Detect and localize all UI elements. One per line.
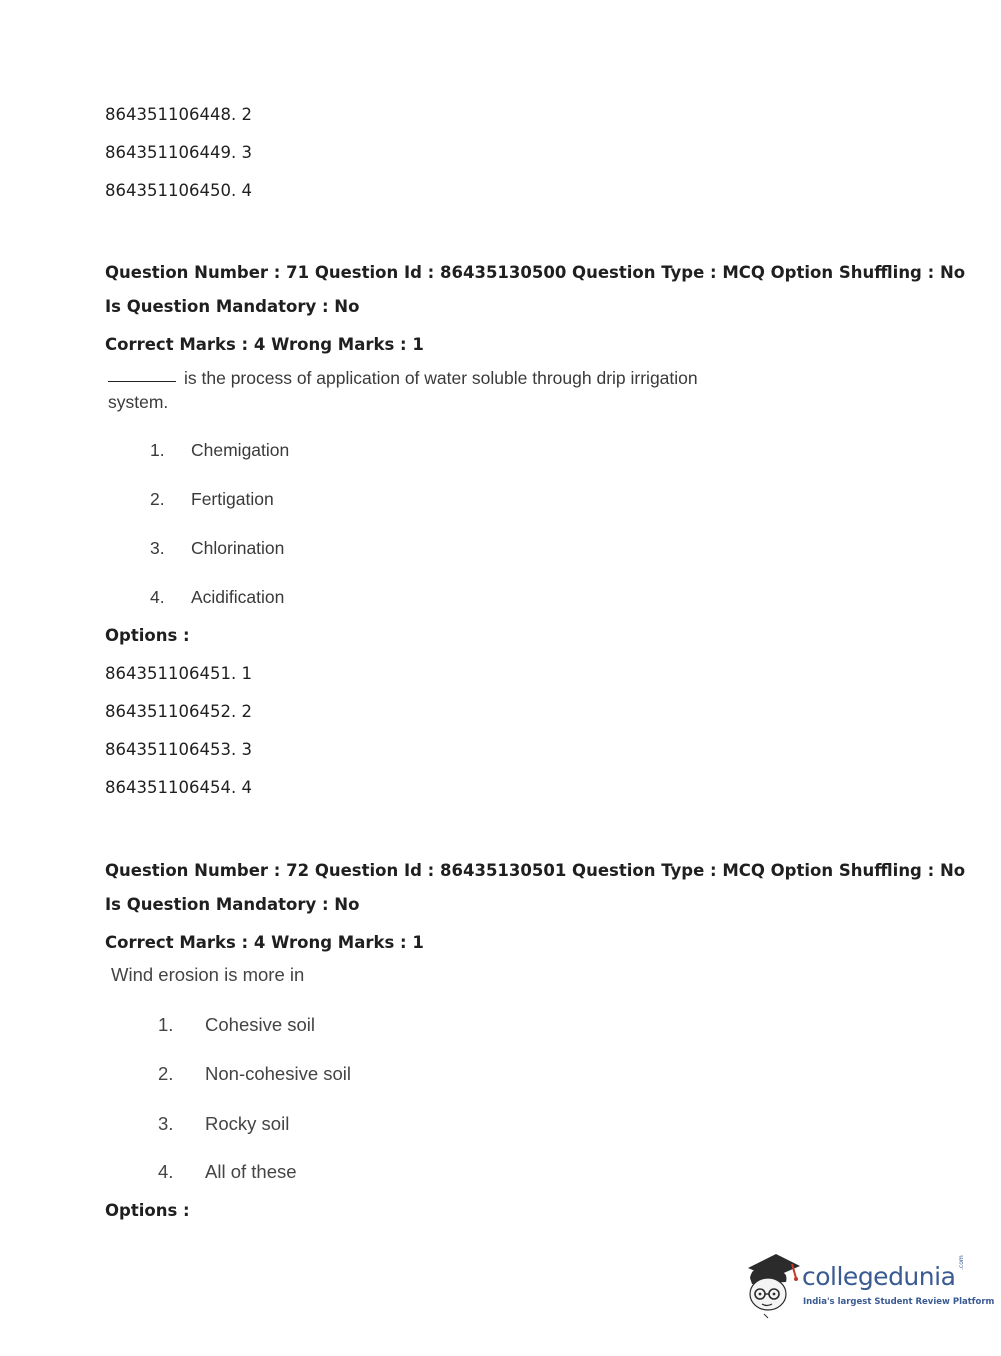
q72-choice-num: 4. — [158, 1161, 174, 1182]
collegedunia-logo[interactable] — [742, 1248, 995, 1320]
q71-marks: Correct Marks : 4 Wrong Marks : 1 — [105, 335, 424, 354]
logo-wordmark: collegedunia — [802, 1262, 956, 1291]
option-line: 864351106454. 4 — [105, 778, 252, 797]
q71-choice-num: 1. — [150, 440, 165, 460]
q71-choice-text: Chlorination — [191, 538, 285, 558]
q71-question-rest: is the process of application of water soluble through drip irrigation — [184, 368, 698, 388]
q71-choice-num: 3. — [150, 538, 165, 558]
logo-com: .com — [958, 1255, 965, 1270]
option-line: 864351106449. 3 — [105, 143, 252, 162]
option-line: 864351106450. 4 — [105, 181, 252, 200]
q71-options-label: Options : — [105, 626, 190, 645]
q72-options-label: Options : — [105, 1201, 190, 1220]
q72-choice-text: Rocky soil — [205, 1113, 290, 1134]
q71-choice-text: Acidification — [191, 587, 285, 607]
q72-choice-text: Cohesive soil — [205, 1014, 316, 1035]
q72-header: Question Number : 72 Question Id : 86435130501 Question Type : MCQ Option Shuffling : No — [105, 861, 966, 880]
logo-tagline: India's largest Student Review Platform — [803, 1297, 995, 1307]
q72-choice-num: 2. — [158, 1063, 174, 1084]
q71-choice-num: 4. — [150, 587, 165, 607]
option-line: 864351106451. 1 — [105, 664, 252, 683]
q72-mandatory: Is Question Mandatory : No — [105, 895, 360, 914]
q71-choice-text: Chemigation — [191, 440, 290, 460]
q72-choice-text: Non-cohesive soil — [205, 1063, 352, 1084]
q71-choice-num: 2. — [150, 489, 165, 509]
q72-choice-num: 1. — [158, 1014, 174, 1035]
q71-choice-text: Fertigation — [191, 489, 274, 509]
option-line: 864351106452. 2 — [105, 702, 252, 721]
q71-question-text — [108, 368, 698, 389]
q71-mandatory: Is Question Mandatory : No — [105, 297, 360, 316]
q72-choice-num: 3. — [158, 1113, 174, 1134]
q71-question-line2: system. — [108, 392, 169, 412]
option-line: 864351106453. 3 — [105, 740, 252, 759]
q72-choice-text: All of these — [205, 1161, 297, 1182]
blank-line — [108, 381, 176, 382]
q71-header: Question Number : 71 Question Id : 86435130500 Question Type : MCQ Option Shuffling : No — [105, 263, 966, 282]
option-line: 864351106448. 2 — [105, 105, 252, 124]
q72-marks: Correct Marks : 4 Wrong Marks : 1 — [105, 933, 424, 952]
q72-question-text: Wind erosion is more in — [111, 964, 305, 985]
student-mascot-icon — [742, 1248, 802, 1320]
